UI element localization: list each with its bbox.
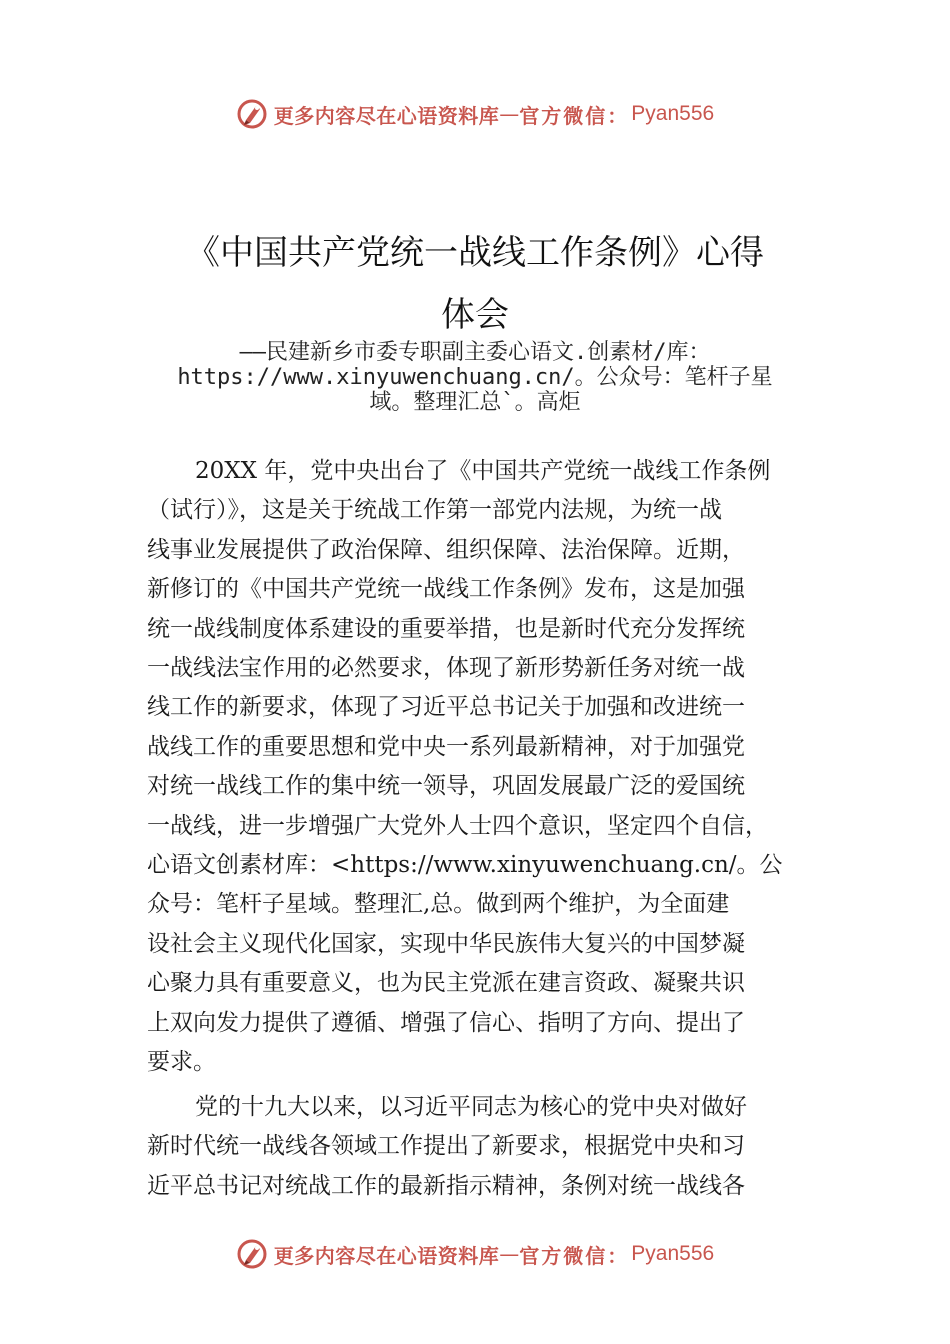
paragraph-line: 战线工作的重要思想和党中央一系列最新精神，对于加强党	[147, 733, 745, 760]
paragraph-line: 新时代统一战线各领域工作提出了新要求，根据党中央和习	[147, 1133, 745, 1160]
paragraph-line: 新修订的《中国共产党统一战线工作条例》发布，这是加强	[147, 576, 745, 603]
byline-line: https://www.xinyuwenchuang.cn/。公众号：笔杆子星	[177, 365, 773, 390]
document-byline	[150, 340, 800, 415]
banner-wechat-label: 官方微信：	[519, 1243, 630, 1268]
paragraph-line: 近平总书记对统战工作的最新指示精神，条例对统一战线各	[147, 1172, 745, 1199]
paragraph-line: 对统一战线工作的集中统一领导，巩固发展最广泛的爱国统	[147, 773, 745, 800]
paragraph-line: 党的十九大以来，以习近平同志为核心的党中央对做好	[195, 1094, 747, 1120]
banner-wechat-id: Pyan556	[631, 1242, 715, 1265]
banner-brand-text: 更多内容尽在心语资料库	[273, 1243, 500, 1268]
paragraph-line: 一战线，进一步增强广大党外人士四个意识，坚定四个自信，	[147, 812, 768, 839]
paragraph-2	[147, 1088, 812, 1206]
paragraph-1	[147, 452, 812, 1083]
byline-line: 域。整理汇总`。高炬	[369, 390, 581, 415]
paragraph-line: 心语文创素材库：<https://www.xinyuwenchuang.cn/。公	[147, 852, 783, 879]
paragraph-line: 上双向发力提供了遵循、增强了信心、指明了方向、提出了	[147, 1009, 745, 1036]
paragraph-line: 线工作的新要求，体现了习近平总书记关于加强和改进统一	[147, 694, 745, 721]
pen-logo-icon	[236, 98, 268, 130]
banner-wechat-label: 官方微信：	[519, 103, 630, 128]
paragraph-line: 统一战线制度体系建设的重要举措，也是新时代充分发挥统	[147, 615, 745, 642]
paragraph-line: 心聚力具有重要意义，也为民主党派在建言资政、凝聚共识	[147, 970, 745, 997]
paragraph-line: 20XX 年，党中央出台了《中国共产党统一战线工作条例	[195, 458, 771, 484]
banner-separator: —	[499, 1242, 520, 1266]
paragraph-line: 线事业发展提供了政治保障、组织保障、法治保障。近期，	[147, 536, 745, 563]
paragraph-line: 一战线法宝作用的必然要求，体现了新形势新任务对统一战	[147, 655, 745, 682]
pen-logo-icon	[236, 1238, 268, 1270]
title-line: 《中国共产党统一战线工作条例》心得	[186, 233, 764, 273]
paragraph-line: 设社会主义现代化国家，实现中华民族伟大复兴的中国梦凝	[147, 930, 745, 957]
header-banner	[0, 94, 950, 134]
title-line: 体会	[441, 295, 509, 335]
banner-brand-text: 更多内容尽在心语资料库	[273, 103, 500, 128]
paragraph-line: （试行）》，这是关于统战工作第一部党内法规，为统一战	[147, 497, 722, 524]
footer-banner	[0, 1234, 950, 1274]
paragraph-line: 要求。	[147, 1049, 216, 1076]
banner-wechat-id: Pyan556	[631, 102, 715, 125]
banner-separator: —	[499, 102, 520, 126]
paragraph-line: 众号：笔杆子星域。整理汇,总。做到两个维护，为全面建	[147, 891, 730, 918]
byline-line: ——民建新乡市委专职副主委心语文.创素材/库：	[239, 340, 711, 365]
document-title	[0, 222, 950, 346]
